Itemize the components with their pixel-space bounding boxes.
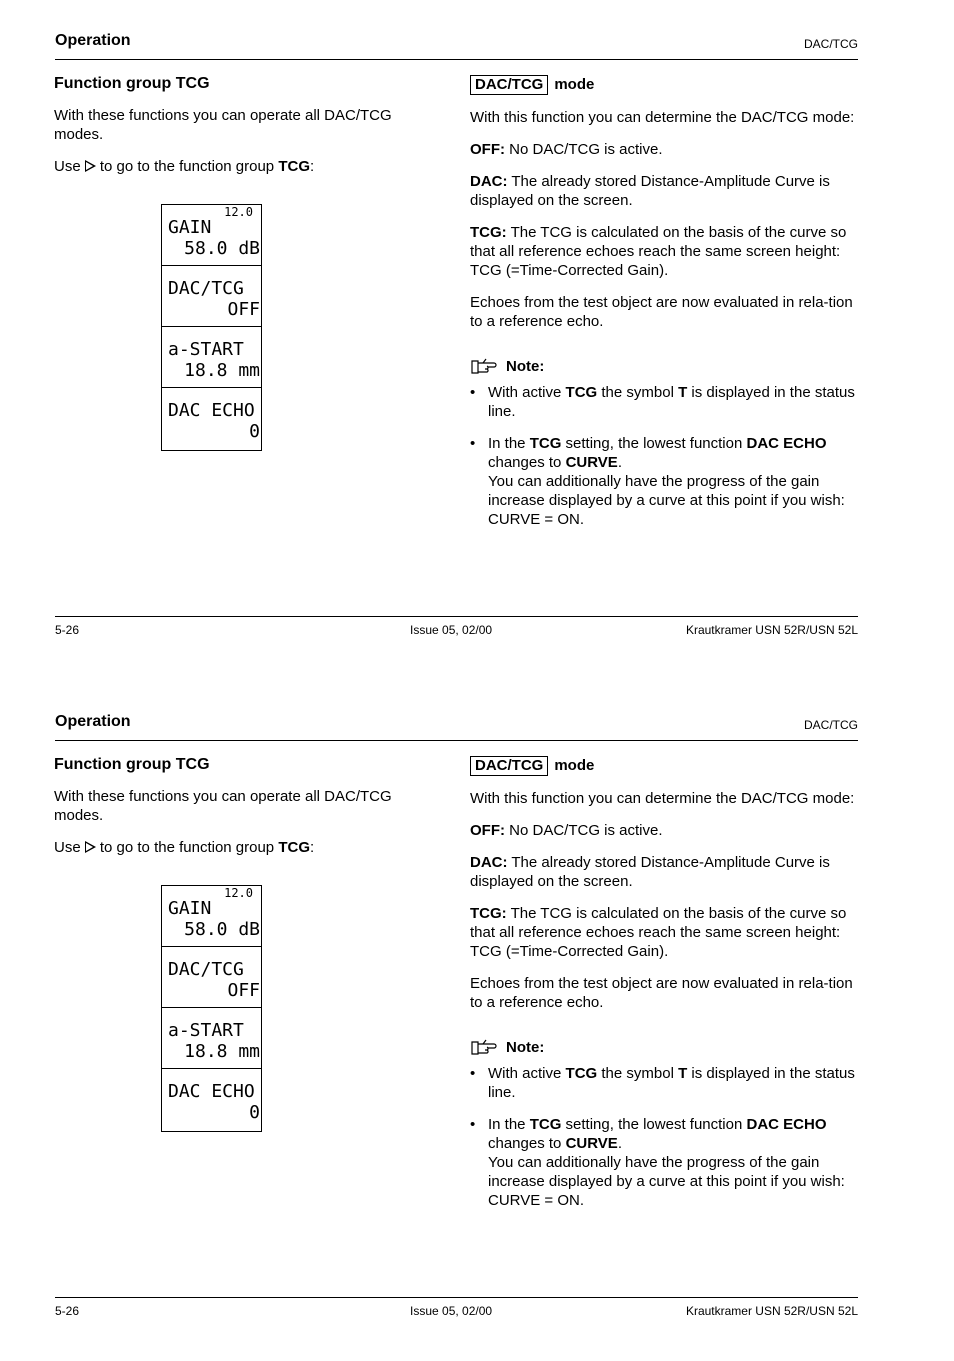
manual-page <box>0 681 954 1361</box>
dac-description <box>470 172 855 210</box>
text-run: . <box>617 454 622 471</box>
use-instruction <box>54 838 434 857</box>
header-section: DAC/TCG <box>804 37 858 51</box>
off-description <box>470 140 855 159</box>
lcd-value: 0 <box>249 1102 260 1123</box>
dac-text: The already stored Distance-Amplitude Curve is displayed on the screen. <box>470 854 830 890</box>
header-section: DAC/TCG <box>804 718 858 732</box>
text-bold: T <box>678 1065 688 1082</box>
use-prefix: Use <box>54 839 81 856</box>
header-rule <box>55 59 858 60</box>
mode-title <box>470 756 855 776</box>
right-column <box>470 75 855 542</box>
tcg-text: The TCG is calculated on the basis of the curve so that all reference echoes reach the same screen height: TCG (=Time-Corrected Gain). <box>470 224 847 279</box>
text-run: is displayed in the status line. <box>488 384 855 420</box>
lcd-function-panel <box>161 885 262 1132</box>
footer-product: Krautkramer USN 52R/USN 52L <box>685 623 858 637</box>
lcd-function-panel <box>161 204 262 451</box>
intro-text: With these functions you can operate all DAC/TCG modes. <box>54 788 392 824</box>
lcd-value: OFF <box>227 980 260 1001</box>
text-run: You can additionally have the progress of the gain increase displayed by a curve at this point if you wish: CURVE = ON. <box>488 473 845 528</box>
left-column <box>54 75 434 176</box>
use-suffix: : <box>310 158 315 175</box>
header-title: Operation <box>55 713 131 730</box>
tcg-label: TCG: <box>470 905 507 922</box>
footer-page-number: 5-26 <box>55 1304 80 1318</box>
lcd-label: GAIN <box>168 898 212 919</box>
use-middle: to go to the function group <box>99 158 275 175</box>
footer-issue: Issue 05, 02/00 <box>410 623 493 637</box>
text-run: setting, the lowest function <box>561 435 747 452</box>
lcd-value: 18.8 mm <box>184 360 260 381</box>
off-text: No DAC/TCG is active. <box>505 822 663 839</box>
text-bold: TCG <box>529 435 562 452</box>
footer-page-number: 5-26 <box>55 623 80 637</box>
mode-label: mode <box>554 76 595 93</box>
lcd-cell-dac-tcg <box>162 266 261 327</box>
mode-intro: With this function you can determine the DAC/TCG mode: <box>470 109 855 126</box>
header-rule <box>55 740 858 741</box>
lcd-cell-dac-tcg <box>162 947 261 1008</box>
text-bold: DAC ECHO <box>746 1116 827 1133</box>
list-item <box>470 1115 855 1210</box>
text-run: In the <box>488 1116 530 1133</box>
footer-rule <box>55 1297 858 1298</box>
mode-intro: With this function you can determine the DAC/TCG mode: <box>470 790 855 807</box>
use-prefix: Use <box>54 158 81 175</box>
text-run: With active <box>488 1065 566 1082</box>
manual-page <box>0 0 954 680</box>
text-run: the symbol <box>597 384 679 401</box>
list-item <box>470 383 855 421</box>
function-key-box: DAC/TCG <box>470 756 548 776</box>
lcd-label: a-START <box>168 339 244 360</box>
dac-description <box>470 853 855 891</box>
text-run: setting, the lowest function <box>561 1116 747 1133</box>
text-bold: CURVE <box>565 1135 618 1152</box>
text-bold: T <box>678 384 688 401</box>
dac-label: DAC: <box>470 854 508 871</box>
lcd-label: DAC/TCG <box>168 278 244 299</box>
text-run: changes to <box>488 454 566 471</box>
note-label: Note: <box>506 1038 545 1056</box>
note-heading <box>470 1038 855 1056</box>
text-bold: TCG <box>565 384 598 401</box>
lcd-label: a-START <box>168 1020 244 1041</box>
use-bold: TCG <box>278 158 310 175</box>
lcd-value: OFF <box>227 299 260 320</box>
lcd-label: DAC ECHO <box>168 400 255 421</box>
tcg-description <box>470 904 855 961</box>
right-arrow-key-icon <box>85 160 96 172</box>
tcg-label: TCG: <box>470 224 507 241</box>
off-label: OFF: <box>470 822 505 839</box>
echoes-text: Echoes from the test object are now evaluated in rela-tion to a reference echo. <box>470 975 853 1011</box>
tcg-description <box>470 223 855 280</box>
mode-title <box>470 75 855 95</box>
dac-text: The already stored Distance-Amplitude Curve is displayed on the screen. <box>470 173 830 209</box>
right-arrow-key-icon <box>85 841 96 853</box>
footer-issue: Issue 05, 02/00 <box>410 1304 493 1318</box>
footer-rule <box>55 616 858 617</box>
left-column <box>54 756 434 857</box>
text-bold: DAC ECHO <box>746 435 827 452</box>
use-suffix: : <box>310 839 315 856</box>
lcd-value: 18.8 mm <box>184 1041 260 1062</box>
text-run: You can additionally have the progress of the gain increase displayed by a curve at this point if you wish: CURVE = ON. <box>488 1154 845 1209</box>
off-description <box>470 821 855 840</box>
note-label: Note: <box>506 357 545 375</box>
header-title: Operation <box>55 32 131 49</box>
text-run: With active <box>488 384 566 401</box>
use-middle: to go to the function group <box>99 839 275 856</box>
lcd-cell-dac-echo <box>162 388 261 448</box>
list-item <box>470 434 855 529</box>
note-list <box>470 1064 855 1210</box>
lcd-value: 58.0 dB <box>184 919 260 940</box>
right-column <box>470 756 855 1223</box>
text-run: the symbol <box>597 1065 679 1082</box>
text-run: . <box>617 1135 622 1152</box>
lcd-step-value: 12.0 <box>224 886 253 900</box>
text-bold: CURVE <box>565 454 618 471</box>
lcd-value: 58.0 dB <box>184 238 260 259</box>
off-label: OFF: <box>470 141 505 158</box>
lcd-cell-a-start <box>162 327 261 388</box>
lcd-cell-dac-echo <box>162 1069 261 1129</box>
note-list <box>470 383 855 529</box>
list-item <box>470 1064 855 1102</box>
use-bold: TCG <box>278 839 310 856</box>
off-text: No DAC/TCG is active. <box>505 141 663 158</box>
use-instruction <box>54 157 434 176</box>
dac-label: DAC: <box>470 173 508 190</box>
mode-label: mode <box>554 757 595 774</box>
lcd-label: DAC ECHO <box>168 1081 255 1102</box>
pointing-hand-icon <box>470 357 500 375</box>
text-run: changes to <box>488 1135 566 1152</box>
function-key-box: DAC/TCG <box>470 75 548 95</box>
text-run: is displayed in the status line. <box>488 1065 855 1101</box>
tcg-text: The TCG is calculated on the basis of the curve so that all reference echoes reach the same screen height: TCG (=Time-Corrected Gain). <box>470 905 847 960</box>
lcd-cell-gain <box>162 886 261 947</box>
lcd-label: GAIN <box>168 217 212 238</box>
lcd-cell-a-start <box>162 1008 261 1069</box>
section-heading: Function group TCG <box>54 756 210 773</box>
text-bold: TCG <box>565 1065 598 1082</box>
pointing-hand-icon <box>470 1038 500 1056</box>
lcd-value: 0 <box>249 421 260 442</box>
text-bold: TCG <box>529 1116 562 1133</box>
echoes-text: Echoes from the test object are now evaluated in rela-tion to a reference echo. <box>470 294 853 330</box>
note-heading <box>470 357 855 375</box>
intro-text: With these functions you can operate all DAC/TCG modes. <box>54 107 392 143</box>
lcd-cell-gain <box>162 205 261 266</box>
lcd-step-value: 12.0 <box>224 205 253 219</box>
lcd-label: DAC/TCG <box>168 959 244 980</box>
section-heading: Function group TCG <box>54 75 210 92</box>
footer-product: Krautkramer USN 52R/USN 52L <box>685 1304 858 1318</box>
text-run: In the <box>488 435 530 452</box>
